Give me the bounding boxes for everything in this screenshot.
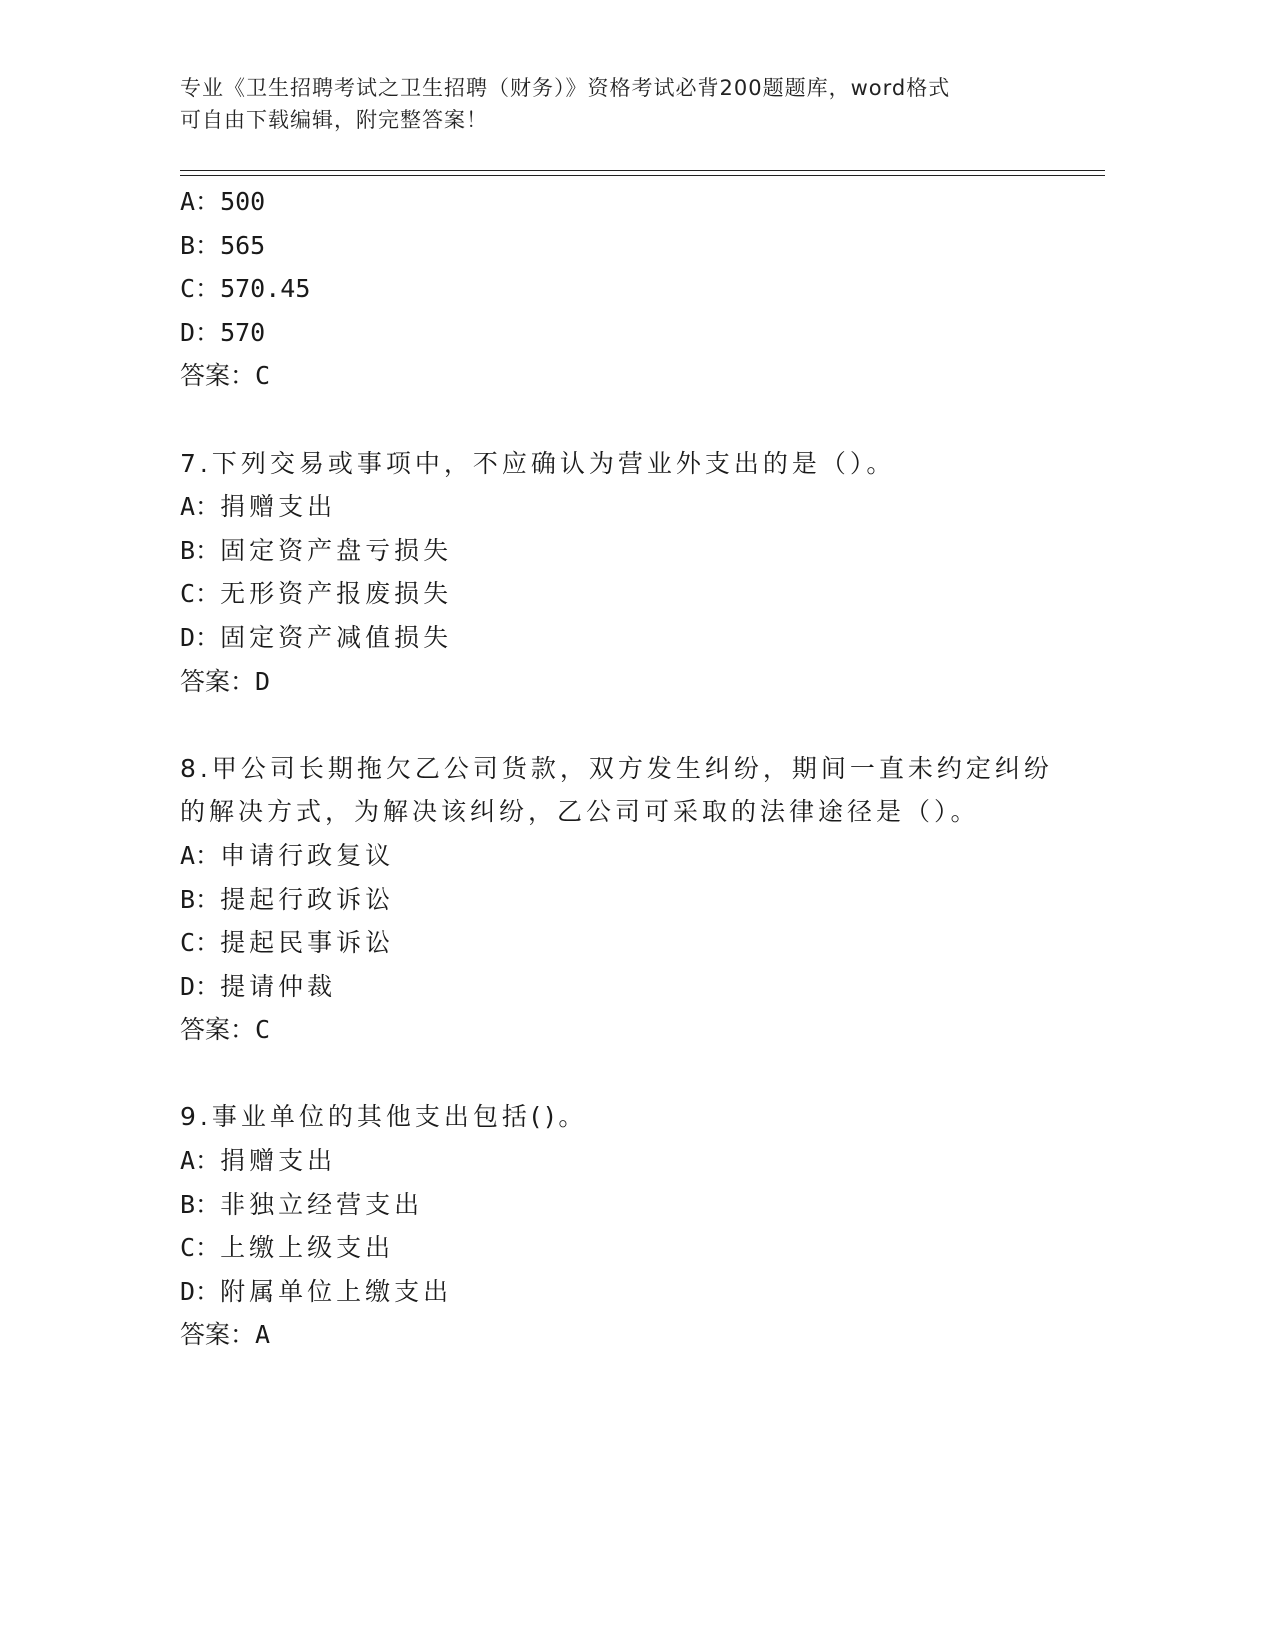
question-text: 7.下列交易或事项中，不应确认为营业外支出的是（）。 — [180, 448, 896, 478]
option-a: A：捐赠支出 — [180, 1146, 337, 1176]
header-divider-bottom — [180, 175, 1105, 176]
option-c: C：570.45 — [180, 274, 311, 304]
answer-line: 答案：C — [180, 1015, 271, 1045]
option-d-text: 固定资产减值损失 — [220, 622, 453, 652]
option-a: A：申请行政复议 — [180, 840, 395, 870]
option-d: D：固定资产减值损失 — [180, 622, 453, 652]
option-d-text: 提请仲裁 — [220, 971, 337, 1001]
option-d-text: 570 — [220, 317, 266, 347]
option-c-text: 无形资产报废损失 — [220, 579, 453, 609]
question-text: 9.事业单位的其他支出包括()。 — [180, 1102, 588, 1132]
option-d-text: 附属单位上缴支出 — [220, 1276, 453, 1306]
option-d: D：附属单位上缴支出 — [180, 1276, 453, 1306]
option-b: B：565 — [180, 230, 266, 260]
spacer — [180, 709, 1080, 753]
option-b-text: 固定资产盘亏损失 — [220, 535, 453, 565]
question-list — [180, 186, 1080, 1363]
option-c-text: 570.45 — [220, 274, 311, 304]
answer-value: A — [255, 1320, 271, 1350]
answer-line: 答案：C — [180, 361, 271, 391]
option-d: D：提请仲裁 — [180, 971, 337, 1001]
answer-line: 答案：D — [180, 666, 271, 696]
question-text-line-1: 8.甲公司长期拖欠乙公司货款，双方发生纠纷，期间一直未约定纠纷 — [180, 753, 1053, 783]
option-a-text: 500 — [220, 187, 266, 216]
option-b: B：非独立经营支出 — [180, 1189, 424, 1219]
header-line-1: 专业《卫生招聘考试之卫生招聘（财务）》资格考试必背200题题库，word格式 — [180, 76, 951, 100]
document-header — [180, 72, 1060, 136]
option-a-text: 捐赠支出 — [220, 1146, 337, 1176]
option-b-text: 565 — [220, 230, 266, 260]
option-a-text: 捐赠支出 — [220, 492, 337, 522]
option-b: B：固定资产盘亏损失 — [180, 535, 453, 565]
option-b: B：提起行政诉讼 — [180, 884, 395, 914]
spacer — [180, 404, 1080, 448]
option-d: D：570 — [180, 317, 266, 347]
question-block-6 — [180, 186, 1080, 404]
question-block-9 — [180, 1101, 1080, 1363]
question-block-8 — [180, 753, 1080, 1058]
option-a-text: 申请行政复议 — [220, 840, 395, 870]
option-c: C：上缴上级支出 — [180, 1233, 395, 1263]
option-a: A：捐赠支出 — [180, 492, 337, 522]
answer-line: 答案：A — [180, 1320, 271, 1350]
header-divider-top — [180, 170, 1105, 171]
option-c: C：提起民事诉讼 — [180, 928, 395, 958]
answer-value: C — [255, 361, 271, 391]
question-text-line-2: 的解决方式，为解决该纠纷，乙公司可采取的法律途径是（）。 — [180, 797, 980, 827]
option-c: C：无形资产报废损失 — [180, 579, 453, 609]
option-b-text: 非独立经营支出 — [220, 1189, 424, 1219]
question-block-7 — [180, 448, 1080, 710]
option-b-text: 提起行政诉讼 — [220, 884, 395, 914]
option-a: A：500 — [180, 187, 266, 216]
header-line-2: 可自由下载编辑，附完整答案！ — [180, 108, 488, 132]
answer-value: D — [255, 666, 271, 696]
answer-value: C — [255, 1015, 271, 1045]
spacer — [180, 1058, 1080, 1102]
option-c-text: 上缴上级支出 — [220, 1233, 395, 1263]
option-c-text: 提起民事诉讼 — [220, 928, 395, 958]
